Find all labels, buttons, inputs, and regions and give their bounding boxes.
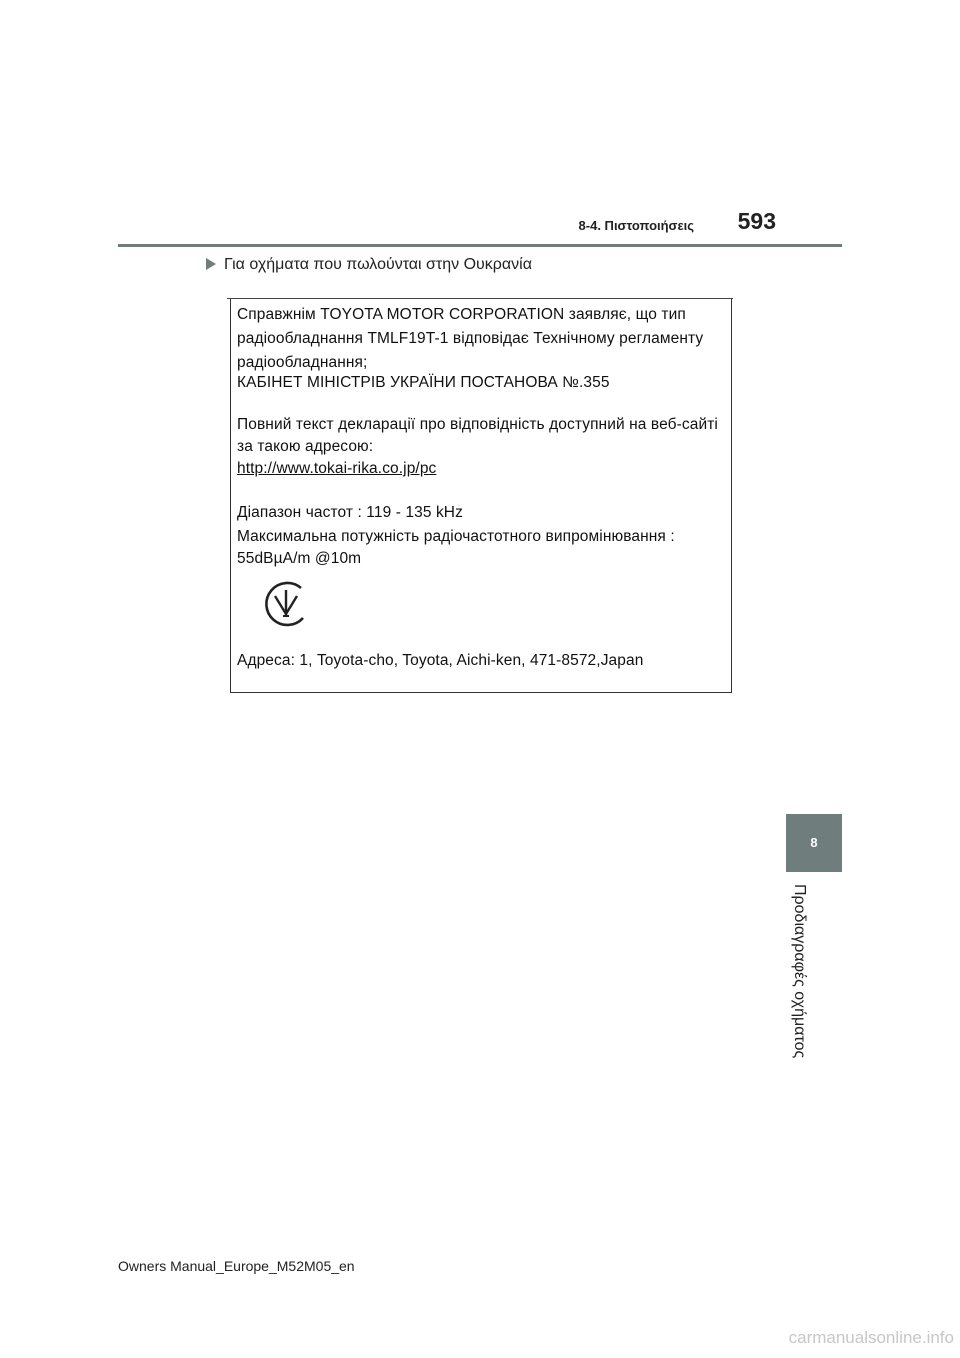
declaration-line: Адреса: 1, Toyota-cho, Toyota, Aichi-ken, 471-8572,Japan (237, 652, 644, 669)
declaration-line: КАБІНЕТ МІНІСТРІВ УКРАЇНИ ПОСТАНОВА №.355 (237, 374, 610, 391)
footer-text: Owners Manual_Europe_M52M05_en (118, 1258, 355, 1274)
section-title: 8-4. Πιστοποιήσεις (578, 218, 694, 233)
declaration-line: радіообладнання; (237, 354, 368, 371)
declaration-line: Діапазон частот : 119 - 135 kHz (237, 504, 463, 521)
declaration-link[interactable]: http://www.tokai-rika.co.jp/pc (237, 460, 437, 477)
chapter-tab: 8 (786, 814, 842, 872)
declaration-line: Повний текст декларації про відповідність доступний на веб-сайті (237, 416, 718, 433)
page-number: 593 (737, 208, 776, 234)
declaration-line: Справжнім TOYOTA MOTOR CORPORATION заявляє, що тип (237, 306, 686, 323)
declaration-line: Максимальна потужність радіочастотного випромінювання : (237, 528, 675, 545)
declaration-line: за такою адресою: (237, 438, 374, 455)
header-divider (118, 244, 842, 247)
chapter-title: Προδιαγραφές οχήματος (791, 884, 808, 1059)
box-top-rule (227, 298, 733, 299)
triangle-bullet-icon (206, 258, 216, 270)
declaration-line: радіообладнання TMLF19T-1 відповідає Технічному регламенту (237, 330, 704, 347)
ukraine-conformity-mark-icon (261, 576, 311, 630)
watermark: carmanualsonline.info (788, 1328, 954, 1347)
subheading-text: Για οχήματα που πωλούνται στην Ουκρανία (224, 256, 532, 273)
declaration-box (230, 298, 732, 693)
declaration-line: 55dBµA/m @10m (237, 550, 362, 567)
subheading (206, 256, 532, 274)
